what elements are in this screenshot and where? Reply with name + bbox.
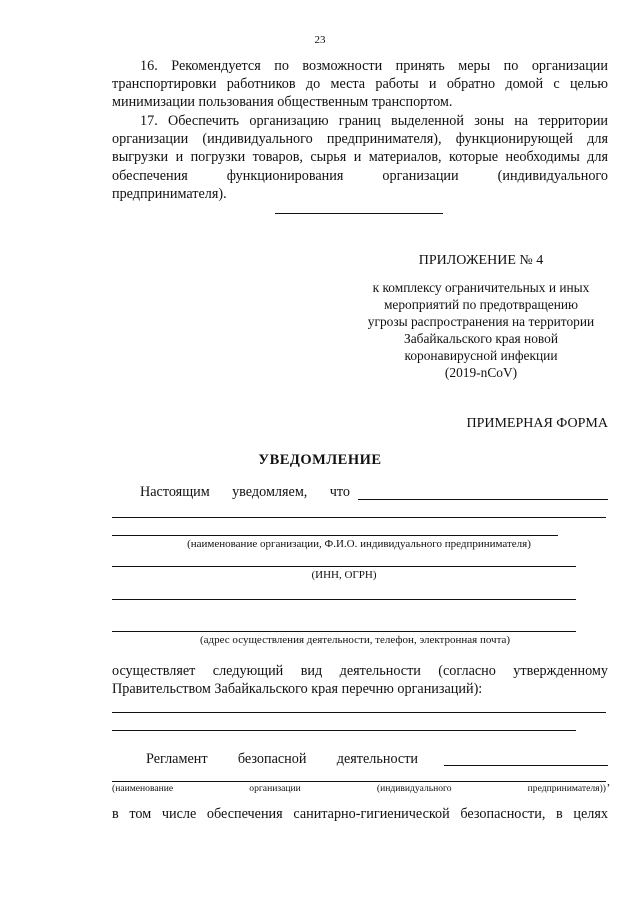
notice-title: УВЕДОМЛЕНИЕ	[258, 452, 382, 468]
fill-line-activity-1[interactable]	[112, 712, 606, 713]
fill-line-org-2[interactable]	[112, 535, 558, 536]
paragraph-17	[112, 112, 608, 203]
activity-text: осуществляет следующий вид деятельности (согласно утвержденному Правительством Забайкальского края перечню организаций):	[112, 663, 608, 698]
paragraph-17-text: 17. Обеспечить организацию границ выделенной зоны на территории организации (индивидуального предпринимателя), функционирующей для выгрузки и погрузки товаров, сырья и материалов, которые необходимы для обеспечения функционирования организации (индивидуального предпринимателя).	[112, 113, 608, 202]
fill-line-regulation[interactable]	[444, 765, 608, 766]
regulation-word: безопасной	[237, 751, 307, 767]
appendix-line: Забайкальского края новой	[404, 331, 558, 346]
appendix-line: угрозы распространения на территории	[367, 314, 595, 329]
regulation-text	[146, 751, 418, 768]
regulation-word: Регламент	[146, 751, 208, 767]
caption-address: (адрес осуществления деятельности, телефон, электронная почта)	[200, 634, 511, 646]
fill-line-activity-2[interactable]	[112, 730, 576, 731]
appendix-line: (2019-nCoV)	[444, 365, 518, 380]
paragraph-16-text: 16. Рекомендуется по возможности принять меры по организации транспортировки работников до места работы и обратно домой с целью минимизации пользования общественным транспортом.	[112, 58, 608, 111]
fill-line-regulation-2[interactable]	[112, 781, 606, 782]
caption-inn: (ИНН, ОГРН)	[311, 569, 377, 581]
intro-word: Настоящим	[140, 484, 210, 500]
caption-organization: (наименование организации, Ф.И.О. индивидуального предпринимателя)	[187, 538, 531, 550]
regulation-caption-word: организации	[249, 783, 301, 794]
regulation-caption-word: (наименование	[112, 783, 174, 794]
regulation-caption-word: предпринимателя))	[527, 783, 606, 794]
section-divider	[275, 213, 443, 214]
appendix-description	[348, 279, 614, 381]
regulation-comma: ,	[607, 774, 610, 788]
regulation-word: деятельности	[336, 751, 418, 767]
fill-line-org-1[interactable]	[112, 517, 606, 518]
regulation-caption-word: (индивидуального	[376, 783, 452, 794]
fill-line-address-1[interactable]	[112, 599, 576, 600]
intro-word: уведомляем,	[232, 484, 308, 500]
appendix-title: ПРИЛОЖЕНИЕ № 4	[418, 253, 544, 268]
appendix-line: к комплексу ограничительных и иных	[372, 280, 590, 295]
intro-word: что	[329, 484, 350, 500]
paragraph-16	[112, 57, 608, 112]
regulation-caption	[112, 783, 606, 794]
notice-intro	[140, 484, 350, 501]
fill-line-inn[interactable]	[112, 566, 576, 567]
appendix-line: коронавирусной инфекции	[404, 348, 558, 363]
fill-line-intro[interactable]	[358, 499, 608, 500]
appendix-line: мероприятий по предотвращению	[383, 297, 579, 312]
fill-line-address-2[interactable]	[112, 631, 576, 632]
final-text: в том числе обеспечения санитарно-гигиенической безопасности, в целях	[112, 806, 608, 822]
form-label: ПРИМЕРНАЯ ФОРМА	[466, 416, 608, 431]
page-number: 23	[314, 34, 326, 46]
